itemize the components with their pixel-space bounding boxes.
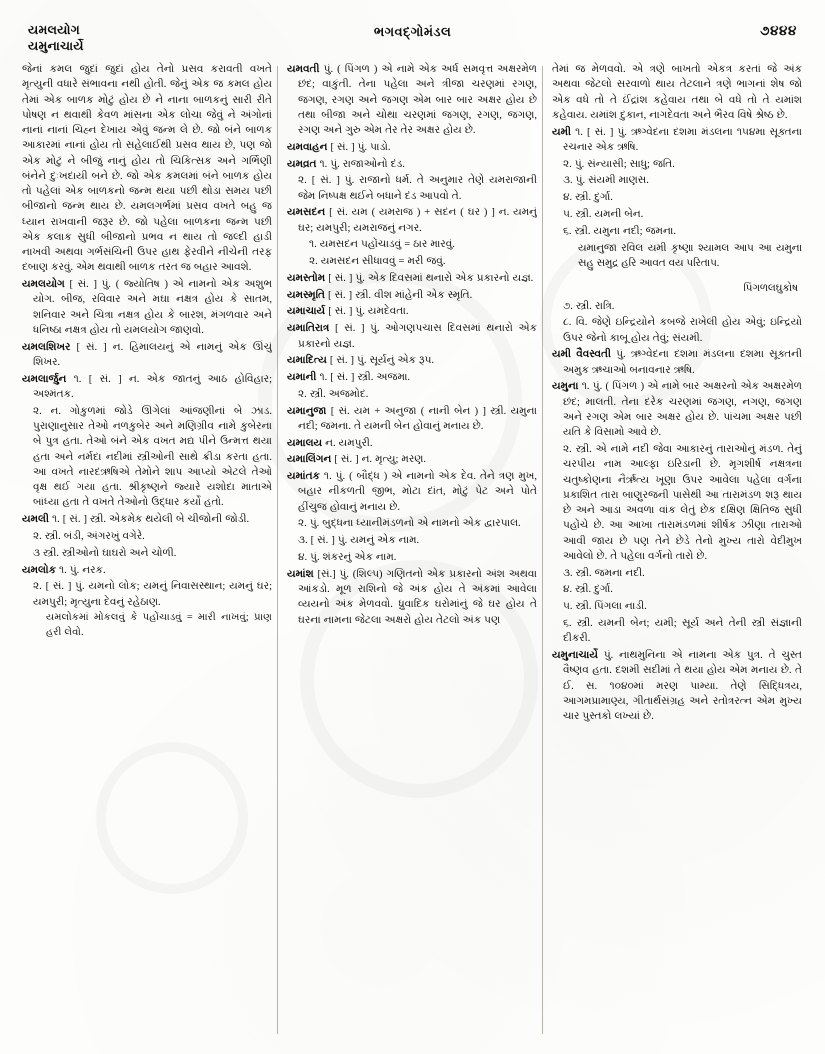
entry-sense: ૨. [ સં. ] પું. રાજાનો ધર્મ. તે અનુમાર તેણે યમરાજાની જેમ નિષ્પક્ષ થઈને બધાને દંડ આપવો તે. [298, 175, 537, 202]
entry-sense: ૪. સ્ત્રી. દુર્ગા. [563, 584, 613, 596]
page-number: ૭૪૪૪ [760, 23, 797, 38]
entry-headword: યમાની [287, 372, 317, 384]
entry-idiom-note: યમલોકમાં મોકલવું કે પહોંચાડવું = મારી નાખવું; પ્રાણ હરી લેવો. [46, 612, 272, 639]
entry-definition: પું. નાથમુનિના એ નામના એક પુત્ર. તે ચુસ્ત વૈષ્ણવ હતા. દશમી સદીમાં તે થયા હોય એમ મનાય છે. તે ઈ. સ. ૧૦૪૦માં મરણ પામ્યા. તેણે સિદ્ધિત્રય, આગમપ્રામાણ્ય, ગીતાર્થસંગ્રહ અને રતોત્રરત્ન એમ મુખ્ય ચાર પુસ્તકો લખ્યાં છે. [563, 650, 802, 723]
entry-definition: ન. યમપુરી. [322, 437, 373, 449]
entry-sense: ૩. પું. સંયમી માણસ. [563, 175, 649, 187]
entry-definition: ૧. પું. નરક. [56, 564, 106, 576]
entry-headword: યમી [552, 126, 572, 138]
dictionary-entry [287, 157, 537, 172]
entry-definition: [ સં. ] સ્ત્રી. વીશ માંહેની એક સ્મૃતિ. [324, 289, 473, 301]
entry-definition: ૧. [ સં. ] પું. ઋગ્વેદના દશમા મંડલના ૧૫૪મા સૂક્તના રચનાર એક ઋષિ. [563, 126, 802, 153]
entry-sense: ૫. સ્ત્રી. પિંગલા નાડી. [563, 601, 647, 613]
entry-sense: ૨. ન. ગોકુળમાં જોડે ઊગેલાં આંજણીનાં બે ઝાડ. પુરાણાનુસાર તેઓ નળકુબેર અને મણિગ્રીવ નામે કુબેરના બે પુત્ર હતા. તેઓ બંને એક વખત મદ્ય પીને ઉન્મત્ત થયા હતા અને નર્મદા નદીમાં સ્ત્રીઓની સાથે ક્રીડા કરતા હતા. આ વખતે નારદઋષિએ તેમોને શાપ આપ્યો એટલે તેઓ વૃક્ષ થઈ ગયા હતા. શ્રીકૃષ્ણને જ્યારે યશોદા માતાએ બાંધ્યા હતા તે વખતે તેઓનો ઉદ્ધાર કર્યો હતો. [33, 405, 272, 509]
dictionary-entry [287, 353, 537, 368]
entry-idiom: ૨. યમસદન સીધાવવું = મરી જવું. [309, 256, 446, 268]
dictionary-entry [287, 288, 537, 303]
dictionary-entry [22, 563, 272, 578]
entry-headword: યમસ્મૃતિ [287, 289, 325, 301]
entry-headword: યમવતી [287, 64, 320, 75]
text-column-2 [287, 62, 537, 1040]
entry-sense: ૩. સ્ત્રી. જમના નદી. [563, 567, 645, 579]
entry-definition: [ સં. ] ન. હિમાલયનું એ નામનું એક ઊંચું શિખર. [33, 341, 272, 369]
page-body [0, 62, 825, 1054]
column-divider [277, 66, 278, 1034]
entry-definition: [ સં. ] પું. સૂર્યનું એક રૂપ. [326, 355, 435, 367]
dictionary-entry [22, 372, 272, 403]
dictionary-entry [287, 370, 537, 385]
entry-definition: [ સં. ] પું. એક દિવસમાં થનારો એક પ્રકારનો યજ્ઞ. [325, 272, 534, 284]
entry-definition: ૧. પું. રાજાઓનો દંડ. [316, 158, 405, 170]
entry-headword: યમાદિત્ય [287, 355, 327, 367]
entry-headword: યમવ્રત [287, 158, 317, 170]
guideword-last: યમુનાચાર્યે [28, 39, 84, 53]
entry-headword: યમાચાર્ય [287, 306, 326, 318]
entry-headword: યમલી [22, 514, 49, 526]
text-column-3 [552, 62, 802, 1040]
entry-headword: યમસદન [287, 207, 326, 219]
dictionary-entry [552, 648, 802, 724]
entry-definition: પું. ઋગ્વેદના દશમા મંડલના દશમા સૂક્તની અમુક ઋચાઓ બનાવનાર ઋષિ. [563, 349, 802, 376]
entry-sense: ૨. સ્ત્રી. બંડી, અંગરખું વગેરે. [33, 530, 145, 542]
continued-paragraph: જેનાં કમલ જુદાં જુદાં હોય તેનો પ્રસવ કરાવતી વખતે મૃત્યુની વધારે સંભાવના નથી હોતી. જેનું એક જ કમલ હોય તેમાં એક બાળક મોટું હોય છે ને નાના બાળકનું સારી રીતે પોષણ ન થવાથી કેવળ માંસના એક લોચા જેવું ને અંગોનાં નાનાં નાનાં ચિહ્ન દેખાય એવું જન્મ લે છે. જો બંને બાળક આકારમાં નાનાં હોય તો સહેલાઈથી પ્રસવ થાય છે, પણ જો એક મોટું ને બીજું નાનું હોય તો ચિકિત્સક અને ગર્ભિણી બંનેને દુઃખદાયી બને છે. જો એક કમલમાં બંને બાળક હોય તો પહેલાં એક બાળકનો જન્મ થયા પછી થોડા સમય પછી બીજાનો જન્મ થાય છે. યમલગર્ભમાં પ્રસવ વખતે બહુ જ ધ્યાન રાખવાની જરૂર છે. જો પહેલા બાળકના જન્મ પછી એક કલાક સુધી બીજાનો પ્રભવ ન થાય તો જલ્દી હાડી નાખવી અથવા ગર્ભસંચિની ઉપર હાથ ફેરવીને નીચેની તરફ દબાણ કરવું. એમ થવાથી બાળક તરત જ બહાર આવશે. [22, 64, 272, 274]
dictionary-entry [22, 340, 272, 371]
entry-sense: ૨. પું. સંન્યાસી; સાધુ; જતિ. [563, 158, 675, 170]
entry-definition: [ સં. યમ ( યમરાજ ) + સદન ( ઘર ) ] ન. યમનું ઘર; યમપુરી; યમરાજનું નગર. [298, 207, 537, 234]
entry-headword: યમાલય [287, 437, 323, 449]
entry-headword: યમલયોગ [22, 279, 65, 291]
dictionary-entry [287, 567, 537, 628]
dictionary-entry [287, 404, 537, 435]
entry-definition: પું. ( પિંગળ ) એ નામે એક અર્ધ સમવૃત્ત અક્ષરમેળ છંદ; વાકુંતી. તેના પહેલા અને ત્રીજા ચરણમાં રગણ, જગણ, રગણ અને જગણ એમ બાર બાર અક્ષર હોય છે તથા બીજા અને ચોથા ચરણમાં જગણ, રગણ, જગણ, રગણ અને ગુરુ એમ તેર તેર અક્ષર હોય છે. [298, 64, 537, 137]
guideword-first: યમલયોગ [28, 23, 81, 37]
entry-sense: ૨. પું. બુદ્ધના ધ્યાનીમંડળનો એ નામનો એક દ્વારપાલ. [298, 518, 521, 530]
entry-headword: યમલાર્જુન [22, 373, 67, 385]
entry-headword: યમાતિરાત્ર [287, 323, 330, 335]
entry-definition: ૧. [ સં. ] સ્ત્રી. એકમેક થયેલી બે ચીજોની જોડી. [48, 514, 250, 526]
entry-sense: ૨. સ્ત્રી. અજમોદ. [298, 388, 369, 400]
entry-sense: ૪. સ્ત્રી. દુર્ગા. [563, 192, 613, 204]
text-column-1 [22, 62, 272, 1040]
entry-headword: યમુનાચાર્યે [552, 650, 598, 661]
dictionary-entry [287, 436, 537, 451]
entry-definition: [ સં. ] પું. યમદેવતા. [325, 306, 409, 318]
dictionary-entry [287, 321, 537, 352]
entry-sense: ૫. સ્ત્રી. યમની બેન. [563, 208, 644, 220]
entry-headword: યમી વૈવસ્વતી [552, 349, 612, 361]
entry-definition: [ સં. ] પું. ઓગણપચાસ દિવસમાં થનારો એક પ્રકારનો યજ્ઞ. [298, 323, 537, 350]
entry-sense: ૬. સ્ત્રી. યમુના નદી; જમના. [563, 225, 676, 237]
entry-definition: [સં.] પું. (શિલ્પ) ગણિતનો એક પ્રકારનો અંશ અથવા આંકડો. મૂળ રાશિનો જે અંક હોય તે અંકમાં આવેલા વ્યયનો અંક મેળવવો. ધ્રુવાદિક ઘરોમાંનું જે ઘર હોય તે ઘરના નામના જેટલા અક્ષરો હોય તેટલો અંક પણ [298, 568, 537, 626]
entry-headword: યમુના [552, 381, 579, 393]
entry-headword: યમાંશ [287, 568, 314, 580]
verse-quotation: યમાનુજા રવિલ યમી કૃષ્ણા શ્યામલ આપ આ યમુના સહુ સમુદ્ર હરિ આવત વય પરિતાપ. [578, 242, 802, 270]
dictionary-entry [22, 512, 272, 527]
dictionary-entry [22, 277, 272, 338]
column-divider [542, 66, 543, 1034]
entry-headword: યમલશિખર [22, 341, 71, 353]
dictionary-entry [287, 452, 537, 467]
entry-idiom: ૧. યમસદન પહોંચાડવું = ઠાર મારવું. [309, 239, 455, 251]
dictionary-entry [287, 140, 537, 155]
entry-definition: [ સં. ] ન. મૃત્યુ; મરણ. [331, 454, 427, 466]
entry-definition: [ સં. યમ + અનુજા ( નાની બેન ) ] સ્ત્રી. યમુના નદી; જમના. તે યમની બેન હોવાનું મનાય છે. [298, 405, 537, 432]
dictionary-entry [552, 125, 802, 156]
entry-definition: ૧. પું. ( બૌદ્ધ ) એ નામનો એક દેવ. તેને ત્રણ મુખ, બહાર નીકળતી જીભ, મોટા દાંત, મોટું પેટ અને પોતે હીંચુજ હોવાનું મનાય છે. [298, 471, 537, 513]
entry-definition: [ સં. ] પું. ( જ્યોતિષ ) એ નામનો એક અશુભ યોગ. બીજ, રવિવાર અને મઘા નક્ષત્ર હોય કે સાતમ, શનિવાર અને ચિત્રા નક્ષત્ર હોય કે બારશ, મંગળવાર અને ધનિષ્ઠા નક્ષત્ર હોય તો યમલયોગ જાણવો. [33, 279, 272, 337]
entry-sense: ૮. વિ. જેણે ઇન્દ્રિયોને કબજે રાખેલી હોય એવું; ઇન્દ્રિયો ઉપર જેનો કાબૂ હોય તેવું; સંયમી. [563, 317, 802, 344]
entry-headword: યમાલિંગન [287, 454, 332, 466]
book-title: ભગવદ્ગોમંડલ [373, 24, 452, 39]
dictionary-entry [552, 379, 802, 440]
entry-headword: યમાંતક [287, 471, 320, 483]
entry-headword: યમવાહન [287, 141, 328, 153]
entry-sense: ૬. સ્ત્રી. યમની બેન; યમી; સૂર્ય અને તેની સ્ત્રી સંજ્ઞાની દીકરી. [563, 617, 802, 645]
dictionary-entry [287, 469, 537, 515]
entry-headword: યમસ્તોમ [287, 272, 326, 284]
entry-definition: ૧. પું. ( પિંગળ ) એ નામે બાર અક્ષરનો એક અક્ષરમેળ છંદ; માલતી. તેના દરેક ચરણમાં જગણ, નગણ, જગણ અને રગણ એમ બાર અક્ષર હોય છે. પાંચમા અક્ષર પછી યતિ કે વિસામો આવે છે. [563, 381, 802, 439]
entry-definition: ૧. [ સં. ] ન. એક જાતનું આઠ હોવિહાર; અશ્મંતક. [33, 373, 272, 401]
dictionary-entry [287, 62, 537, 138]
entry-headword: યમાનુજા [287, 405, 327, 417]
page-header [0, 0, 825, 62]
dictionary-entry [287, 205, 537, 236]
entry-definition: [ સં. ] પું. પાડો. [327, 141, 391, 153]
entry-sense: ૨. [ સં. ] પું. યમનો લોક; યમનું નિવાસસ્થાન; યમનું ઘર; યમપુરી; મૃત્યુના દેવનું રહેઠાણ. [33, 581, 272, 608]
entry-headword: યમલોક [22, 564, 56, 576]
entry-sense: ૭. સ્ત્રી. રાત્રિ. [563, 300, 615, 312]
entry-sense: ૩. [ સં. ] પું. યમનું એક નામ. [298, 535, 420, 547]
dictionary-entry [552, 347, 802, 378]
dictionary-entry [287, 304, 537, 319]
entry-sense: ૩ સ્ત્રી. સ્ત્રીઓનો ઘાઘરો અને ચોળી. [33, 547, 177, 559]
verse-citation: પિંગળલઘુકોષ [743, 282, 798, 294]
dictionary-entry [287, 271, 537, 286]
continued-paragraph: તેમાં જ મેળવવો. એ ત્રણે બાખતો એકત્ર કરતાં જે અંક અથવા જેટલો સરવાળો થાય તેટલાને ત્રણે ભાગનાં શેષ જો એક વધે તો તે ઈંદ્રાંશ કહેવાય તથા બે વધે તો તે યમાંશ કહેવાય. યમાંશ દુકાન, નાગદેવતા અને ભૈરવ વિષે શ્રેષ્ઠ છે. [552, 64, 802, 121]
entry-definition: ૧. [ સં. ] સ્ત્રી. અજમા. [316, 372, 411, 384]
entry-sense: ૪. પું. શંકરનું એક નામ. [298, 551, 397, 563]
entry-sense: ૨. સ્ત્રી. એ નામે નદી જેવા આકારનું તારાઓનું મંડળ. તેનું ચરપીય નામ આલ્ફા ઇરિડાની છે. મૃગશીર્ષ નક્ષત્રના ચતુષ્કોણના નૈર્ઋત્ય ખૂણા ઉપર આવેલા પહેલા વર્ગના પ્રકાશિત તારા બાણુરજની પાસેથી આ તારામંડળ શરૂ થાય છે અને આડા અવળા વાંક લેતું છેક દક્ષિણ ક્ષિતિજ સુધી પહોંચે છે. આ આખા તારામંડળમાં શીર્ષક ઝીણા તારાઓ આવી જાય છે પણ તેને છેડે તેનો મુખ્ય તારો વેદીમુખ આવેલો છે. તે પહેલા વર્ગનો તારો છે. [563, 444, 802, 562]
